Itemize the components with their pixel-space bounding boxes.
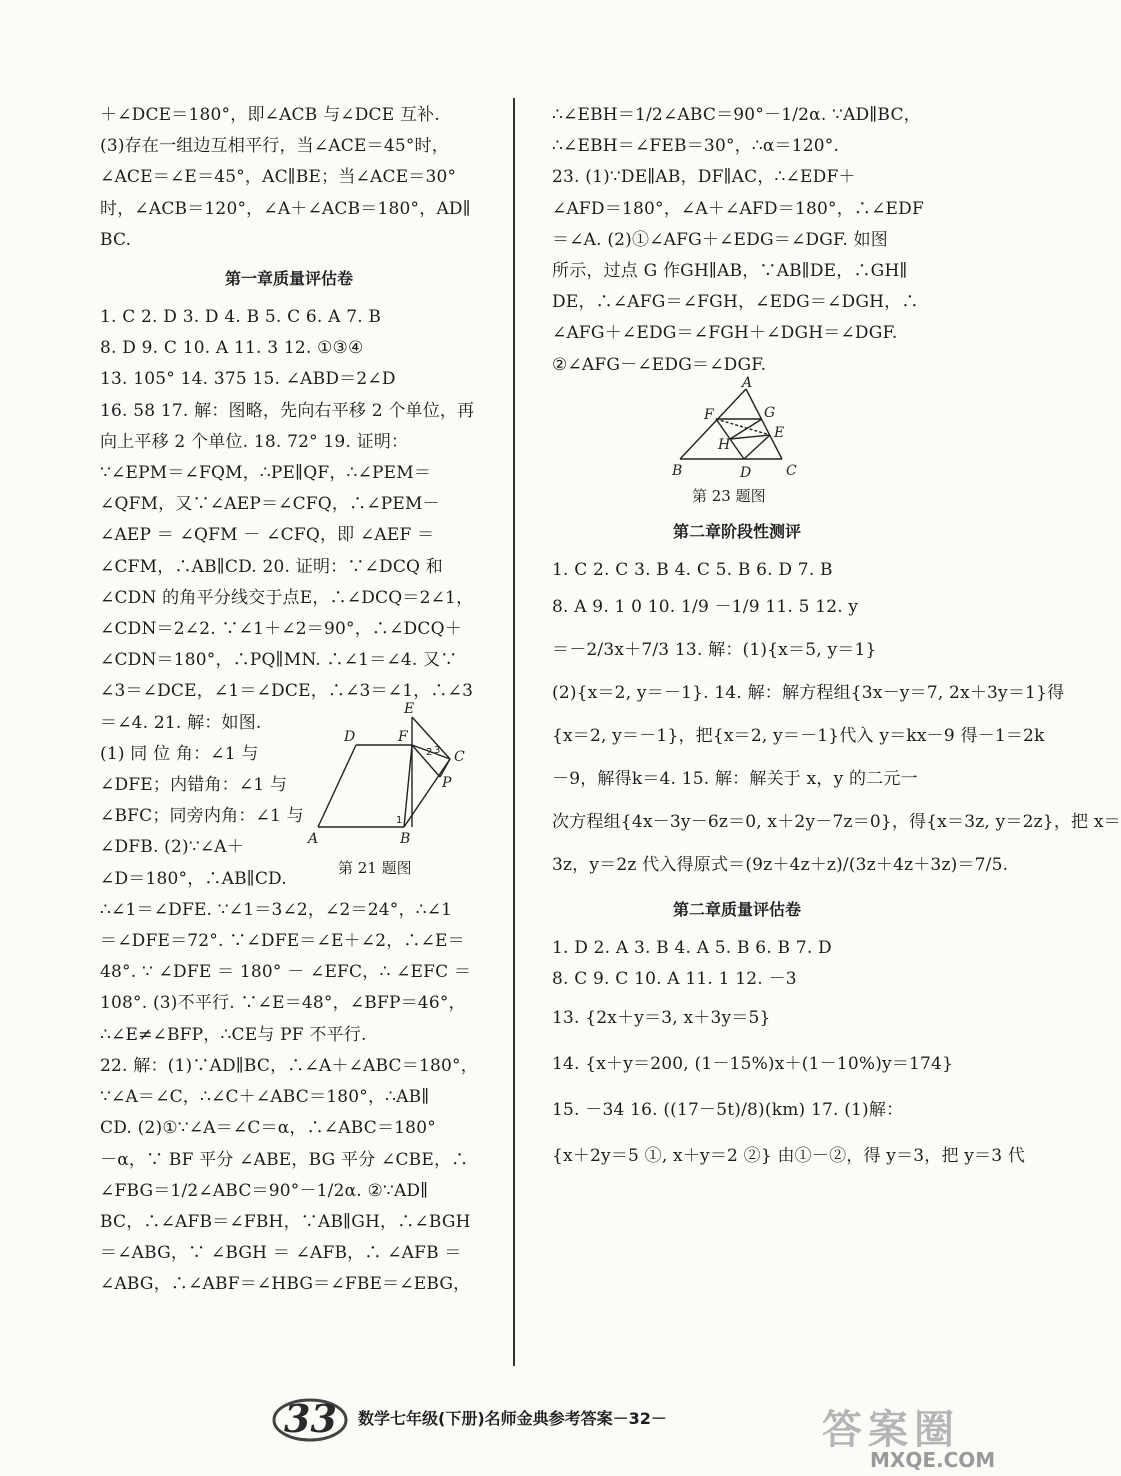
text-line: ∠DFE；内错角：∠1 与 bbox=[100, 775, 288, 796]
text-line: －α，∵ BF 平分 ∠ABE，BG 平分 ∠CBE，∴ bbox=[100, 1149, 469, 1170]
text-line: 108°. (3)不平行. ∵∠E＝48°，∠BFP＝46°， bbox=[100, 993, 466, 1014]
text-line: 13. 105° 14. 375 15. ∠ABD＝2∠D bbox=[100, 369, 396, 390]
figure-23 bbox=[552, 374, 922, 509]
text-line: ∠ABG，∴∠ABF＝∠HBG＝∠FBE＝∠EBG， bbox=[100, 1274, 471, 1295]
text-line: 8. C 9. C 10. A 11. 1 12. －3 bbox=[552, 969, 797, 990]
label-F: F bbox=[398, 728, 408, 745]
text-line: ∠CDN＝180°，∴PQ∥MN. ∴∠1＝∠4. 又∵ bbox=[100, 650, 458, 671]
text-line: 8. A 9. 1 0 10. 1/9 －1/9 11. 5 12. y bbox=[552, 597, 859, 618]
section-heading-chapter2-quality: 第二章质量评估卷 bbox=[672, 900, 801, 920]
label-A: A bbox=[742, 374, 753, 391]
text-line: CD. (2)①∵∠A＝∠C＝α，∴∠ABC＝180° bbox=[100, 1118, 436, 1139]
label-angle-3: 3 bbox=[434, 744, 441, 756]
text-line: 1. C 2. D 3. D 4. B 5. C 6. A 7. B bbox=[100, 307, 382, 328]
text-line: ∠CDN＝2∠2. ∵∠1＋∠2＝90°，∴∠DCQ＋ bbox=[100, 619, 462, 640]
label-angle-2: 2 bbox=[426, 746, 433, 758]
figure-21-caption: 第 21 题图 bbox=[338, 858, 412, 877]
text-line: {x＝2, y＝－1}，把{x＝2, y＝－1}代入 y＝kx－9 得－1＝2k bbox=[552, 726, 1045, 747]
text-line: ＝∠4. 21. 解：如图. bbox=[100, 712, 262, 733]
label-C: C bbox=[454, 748, 465, 765]
text-line: 48°. ∵ ∠DFE ＝ 180° － ∠EFC，∴ ∠EFC ＝ bbox=[100, 962, 472, 983]
label-D: D bbox=[740, 464, 752, 481]
text-line: ∠AEP ＝ ∠QFM － ∠CFQ，即 ∠AEF ＝ bbox=[100, 525, 435, 546]
right-column bbox=[552, 100, 1121, 1179]
label-F: F bbox=[704, 406, 714, 423]
text-line: 8. D 9. C 10. A 11. 3 12. ①③④ bbox=[100, 338, 364, 359]
figure-21 bbox=[308, 699, 478, 894]
text-line: 13. {2x＋y＝3, x＋3y＝5} bbox=[552, 1008, 771, 1029]
text-line: ＝∠ABG，∵ ∠BGH ＝ ∠AFB，∴ ∠AFB ＝ bbox=[100, 1243, 462, 1264]
text-line: 14. {x＋y＝200, (1－15%)x＋(1－10%)y＝174} bbox=[552, 1054, 954, 1075]
text-line: (1) 同 位 角：∠1 与 bbox=[100, 743, 259, 764]
text-line: ∵∠EPM＝∠FQM，∴PE∥QF，∴∠PEM＝ bbox=[100, 463, 432, 484]
text-line: DE，∴∠AFG＝∠FGH，∠EDG＝∠DGH，∴ bbox=[552, 292, 919, 313]
label-D: D bbox=[344, 728, 356, 745]
label-A: A bbox=[308, 830, 319, 847]
text-line: ∠QFM，又∵∠AEP＝∠CFQ，∴∠PEM－ bbox=[100, 494, 440, 515]
text-line: ∠CDN 的角平分线交于点E，∴∠DCQ＝2∠1， bbox=[100, 587, 474, 608]
text-line: {x＋2y＝5 ①, x＋y＝2 ②} 由①－②，得 y＝3，把 y＝3 代 bbox=[552, 1146, 1026, 1167]
text-line: ∠FBG＝1/2∠ABC＝90°－1/2α. ②∵AD∥ bbox=[100, 1180, 429, 1201]
text-line: 22. 解：(1)∵AD∥BC，∴∠A＋∠ABC＝180°， bbox=[100, 1055, 478, 1076]
text-line: ∴∠1＝∠DFE. ∵∠1＝3∠2，∠2＝24°，∴∠1 bbox=[100, 899, 453, 920]
text-line: ∴∠EBH＝∠FEB＝30°，∴α＝120°. bbox=[552, 136, 840, 157]
text-line: ∠ACE＝∠E＝45°，AC∥BE；当∠ACE＝30° bbox=[100, 167, 457, 188]
text-line: ∴∠E≠∠BFP，∴CE与 PF 不平行. bbox=[100, 1024, 367, 1045]
label-H: H bbox=[718, 436, 731, 453]
figure-23-diagram bbox=[672, 374, 842, 488]
text-line: 时，∠ACB＝120°，∠A＋∠ACB＝180°，AD∥ bbox=[100, 198, 471, 219]
text-line: ∵∠A＝∠C，∴∠C＋∠ABC＝180°，∴AB∥ bbox=[100, 1087, 430, 1108]
left-column bbox=[100, 100, 478, 1301]
text-line: ＝∠A. (2)①∠AFG＋∠EDG＝∠DGF. 如图 bbox=[552, 229, 888, 250]
text-line: ∠DFB. (2)∵∠A＋ bbox=[100, 837, 244, 858]
text-line: 15. －34 16. ((17－5t)/8)(km) 17. (1)解： bbox=[552, 1100, 904, 1121]
figure-23-caption: 第 23 题图 bbox=[692, 486, 766, 505]
text-line: ＝∠DFE＝72°. ∵∠DFE＝∠E＋∠2，∴∠E＝ bbox=[100, 931, 465, 952]
watermark-main: 答案圈 bbox=[822, 1407, 960, 1453]
text-line: 23. (1)∵DE∥AB，DF∥AC，∴∠EDF＋ bbox=[552, 167, 856, 188]
text-line: 次方程组{4x－3y－6z＝0, x＋2y－7z＝0}，得{x＝3z, y＝2z}，把 x＝ bbox=[552, 812, 1121, 833]
text-line: ∠BFC；同旁内角：∠1 与 bbox=[100, 806, 304, 827]
text-line: 16. 58 17. 解：图略，先向右平移 2 个单位，再 bbox=[100, 400, 475, 421]
label-C: C bbox=[786, 462, 797, 479]
text-line: BC. bbox=[100, 229, 132, 250]
text-line: ∠AFG＋∠EDG＝∠FGH＋∠DGH＝∠DGF. bbox=[552, 323, 898, 344]
footer-page-label: 数学七年级(下册)名师金典参考答案－32－ bbox=[358, 1408, 667, 1428]
figure-21-diagram bbox=[308, 699, 478, 859]
text-line: ②∠AFG－∠EDG＝∠DGF. bbox=[552, 354, 767, 375]
text-line: 1. C 2. C 3. B 4. C 5. B 6. D 7. B bbox=[552, 559, 833, 580]
text-line: ＝－2/3x＋7/3 13. 解：(1){x＝5, y＝1} bbox=[552, 640, 877, 661]
text-line: ∠3＝∠DCE，∠1＝∠DCE，∴∠3＝∠1，∴∠3 bbox=[100, 681, 474, 702]
label-E: E bbox=[774, 424, 785, 441]
label-B: B bbox=[400, 830, 411, 847]
watermark bbox=[822, 1404, 997, 1476]
text-line: BC，∴∠AFB＝∠FBH，∵AB∥GH，∴∠BGH bbox=[100, 1211, 471, 1232]
text-line: －9，解得k＝4. 15. 解：解关于 x，y 的二元一 bbox=[552, 769, 918, 790]
text-line: ∴∠EBH＝1/2∠ABC＝90°－1/2α. ∵AD∥BC， bbox=[552, 105, 921, 125]
text-line: ＋∠DCE＝180°，即∠ACB 与∠DCE 互补. bbox=[100, 105, 440, 125]
text-line: 1. D 2. A 3. B 4. A 5. B 6. B 7. D bbox=[552, 938, 832, 959]
label-angle-1: 1 bbox=[396, 814, 403, 826]
label-G: G bbox=[764, 404, 776, 421]
text-line: 向上平移 2 个单位. 18. 72° 19. 证明： bbox=[100, 431, 409, 452]
text-line: ∠D＝180°，∴AB∥CD. bbox=[100, 868, 287, 889]
text-line: 所示，过点 G 作GH∥AB，∵AB∥DE，∴GH∥ bbox=[552, 261, 908, 282]
text-line: 3z，y＝2z 代入得原式＝(9z＋4z＋z)/(3z＋4z＋3z)＝7/5. bbox=[552, 855, 1009, 876]
watermark-site: MXQE.COM bbox=[870, 1448, 996, 1472]
page-footer bbox=[270, 1386, 830, 1448]
text-line: (3)存在一组边互相平行，当∠ACE＝45°时， bbox=[100, 136, 449, 157]
section-heading-chapter2-stage-test: 第二章阶段性测评 bbox=[672, 521, 801, 541]
text-line: ∠AFD＝180°，∠A＋∠AFD＝180°，∴∠EDF bbox=[552, 198, 924, 219]
label-B: B bbox=[672, 462, 683, 479]
label-P: P bbox=[442, 774, 452, 791]
svg-text:33: 33 bbox=[284, 1396, 337, 1441]
text-line: (2){x＝2, y＝－1}. 14. 解：解方程组{3x－y＝7, 2x＋3y＝1}得 bbox=[552, 683, 1065, 704]
column-divider bbox=[513, 98, 515, 1366]
text-line: ∠CFM，∴AB∥CD. 20. 证明：∵∠DCQ 和 bbox=[100, 556, 443, 577]
publisher-logo-icon bbox=[270, 1386, 350, 1448]
label-E: E bbox=[404, 700, 415, 717]
section-heading-chapter1-quality: 第一章质量评估卷 bbox=[224, 269, 353, 289]
